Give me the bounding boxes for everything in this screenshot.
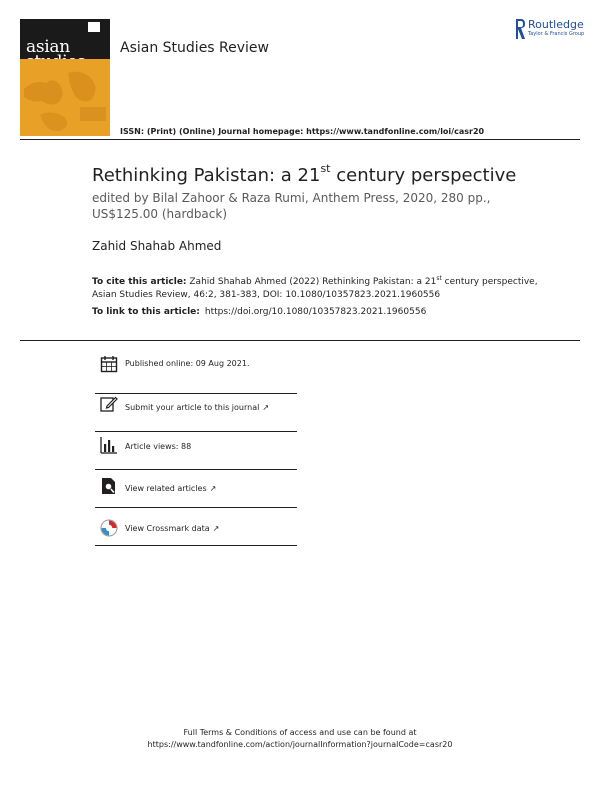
journal-cover[interactable] <box>20 19 110 136</box>
crossmark-link[interactable]: View Crossmark data ↗ <box>125 524 220 533</box>
submit-article-link[interactable]: Submit your article to this journal ↗ <box>125 403 270 412</box>
external-link-icon: ↗ <box>262 403 270 412</box>
journal-title[interactable]: Asian Studies Review <box>120 40 269 56</box>
header-divider <box>20 139 580 140</box>
published-online-row <box>95 355 297 394</box>
citation-label: To cite this article: <box>92 277 187 287</box>
article-link-line <box>92 307 426 317</box>
publisher-name: Routledge <box>528 18 584 31</box>
cover-map-image <box>20 59 110 136</box>
article-views-row <box>95 431 297 470</box>
cover-title: asian <box>26 37 70 57</box>
issn-line <box>120 127 484 136</box>
publisher-logo-mark <box>88 22 100 32</box>
external-link-icon: ↗ <box>212 524 220 533</box>
doi-link[interactable]: 10.1080/10357823.2021.1960556 <box>285 290 441 300</box>
issn-label: ISSN: (Print) (Online) Journal homepage: <box>120 127 304 136</box>
footer-terms-text: Full Terms & Conditions of access and use can be found at <box>183 728 417 737</box>
article-views-text: Article views: 88 <box>125 442 192 451</box>
related-articles-link[interactable]: View related articles ↗ <box>125 484 217 493</box>
article-author: Zahid Shahab Ahmed <box>92 239 222 253</box>
routledge-icon <box>514 18 526 40</box>
document-search-icon <box>100 477 118 495</box>
related-articles-row[interactable] <box>95 469 297 508</box>
external-link-icon: ↗ <box>209 484 217 493</box>
crossmark-row[interactable] <box>95 507 297 546</box>
published-online-text: Published online: 09 Aug 2021. <box>125 359 250 368</box>
calendar-icon <box>100 355 118 373</box>
citation-block: To cite this article: Zahid Shahab Ahmed (2022) Rethinking Pakistan: a 21st century perspective, Asian Studies Review, 46:2, 381-383, DOI: 10.1080/10357823.2021.1960556 <box>92 275 538 300</box>
article-doi-url[interactable]: https://doi.org/10.1080/10357823.2021.1960556 <box>204 307 427 317</box>
journal-homepage-link[interactable]: https://www.tandfonline.com/loi/casr20 <box>306 127 485 136</box>
body-divider <box>20 340 580 341</box>
footer-terms-url[interactable]: https://www.tandfonline.com/action/journalInformation?journalCode=casr20 <box>147 740 453 749</box>
edit-icon <box>100 395 118 413</box>
link-label: To link to this article: <box>92 307 200 317</box>
publisher-tagline: Taylor & Francis Group <box>528 31 585 37</box>
submit-article-row[interactable] <box>95 393 297 432</box>
crossmark-icon <box>100 519 118 537</box>
article-subtitle: edited by Bilal Zahoor & Raza Rumi, Anthem Press, 2020, 280 pp., US$125.00 (hardback) <box>92 191 491 221</box>
bar-chart-icon <box>100 436 118 454</box>
article-title: Rethinking Pakistan: a 21st century perspective <box>92 162 517 186</box>
